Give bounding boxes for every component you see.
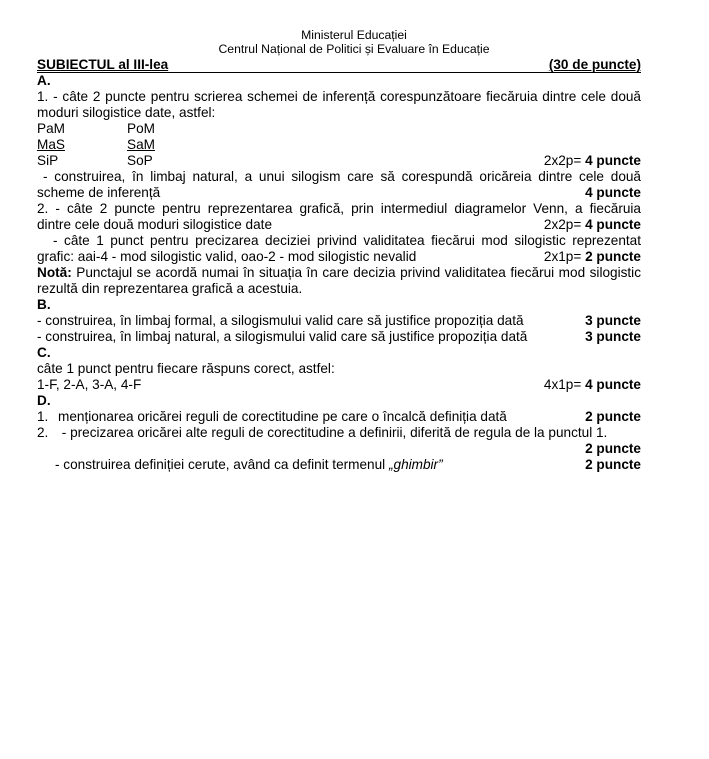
- d-line3-wrap: [55, 457, 443, 473]
- d-num2: 2.: [37, 425, 49, 440]
- document-page: [37, 28, 641, 473]
- a-note-line2: rezultă din reprezentarea grafică a acestuia.: [37, 281, 303, 296]
- c-answers-row: [37, 377, 641, 393]
- section-b-label: B.: [37, 297, 51, 312]
- a-note-label: Notă:: [37, 265, 72, 280]
- a-item1-line1: 1. - câte 2 puncte pentru scrierea schemei de inferență corespunzătoare fiecăruia dintre cele două: [37, 89, 641, 104]
- subject-heading: [37, 57, 641, 73]
- d-line1: menționarea oricărei reguli de corectitudine pe care o încalcă definiția dată: [58, 409, 507, 424]
- a-item1b-line2: scheme de inferență: [37, 185, 161, 200]
- scheme2-conclusion: SoP: [127, 153, 153, 168]
- b-score2: 3 puncte: [585, 329, 641, 344]
- d-line3-row: [37, 457, 641, 473]
- d-line2-row: [37, 425, 641, 441]
- a-item2b-score-value: 2 puncte: [585, 249, 641, 264]
- d-score2: 2 puncte: [585, 441, 641, 456]
- scheme2-major: PoM: [127, 121, 155, 136]
- d-line2: - precizarea oricărei alte reguli de corectitudine a definirii, diferită de regula de la punctul 1.: [58, 425, 608, 440]
- syllogism-schemes: [37, 121, 641, 169]
- a-item1b-score: 4 puncte: [585, 185, 641, 200]
- a-item2-row: [37, 217, 641, 233]
- a-item2-line2: dintre cele două moduri silogistice date: [37, 217, 273, 232]
- a-item2-score-value: 4 puncte: [585, 217, 641, 232]
- subject-title: SUBIECTUL al III-lea: [37, 57, 169, 72]
- d-line1-row: [37, 409, 641, 425]
- d-num1: 1.: [37, 409, 49, 424]
- b-line1-row: [37, 313, 641, 329]
- a-item1-score-value: 4 puncte: [585, 153, 641, 168]
- a-item2-line1: 2. - câte 2 puncte pentru reprezentarea grafică, prin intermediul diagramelor Venn, a fiecăruia: [37, 201, 641, 216]
- scheme2-minor: SaM: [127, 137, 155, 152]
- b-line2: - construirea, în limbaj natural, a silogismului valid care să justifice propoziția dată: [37, 329, 528, 344]
- c-score: [544, 377, 641, 393]
- c-line1: câte 1 punct pentru fiecare răspuns corect, astfel:: [37, 361, 335, 376]
- a-item2-score: [544, 217, 641, 233]
- a-item2b-row: [37, 249, 641, 265]
- a-item2b-score: [544, 249, 641, 265]
- header-ministry: Ministerul Educației: [301, 28, 407, 42]
- a-item1-score: [544, 153, 641, 169]
- a-item2-score-prefix: 2x2p=: [543, 217, 582, 232]
- d-score3: 2 puncte: [585, 457, 641, 472]
- scheme1-conclusion: SiP: [37, 153, 59, 168]
- section-d-label: D.: [37, 393, 51, 408]
- section-c-label: C.: [37, 345, 51, 360]
- scheme1-major: PaM: [37, 121, 65, 136]
- document-header: [37, 28, 641, 56]
- d-score1: 2 puncte: [585, 409, 641, 424]
- subject-points: (30 de puncte): [548, 57, 641, 72]
- d-line3-term: „ghimbir”: [388, 457, 443, 472]
- a-item1-score-prefix: 2x2p=: [543, 153, 582, 168]
- scheme1-minor: MaS: [37, 137, 65, 152]
- c-score-value: 4 puncte: [585, 377, 641, 392]
- c-answers: 1-F, 2-A, 3-A, 4-F: [37, 377, 142, 392]
- d-score2-row: [37, 441, 641, 457]
- a-item2b-line1: - câte 1 punct pentru precizarea deciziei privind validitatea fiecărui mod silogistic reprezentat: [53, 233, 641, 248]
- a-item2b-score-prefix: 2x1p=: [543, 249, 582, 264]
- a-note-line1: [37, 265, 641, 281]
- a-item1b-row: [37, 185, 641, 201]
- b-score1: 3 puncte: [585, 313, 641, 328]
- a-item1b-line1: - construirea, în limbaj natural, a unui silogism care să corespundă oricăreia dintre cele două: [43, 169, 641, 184]
- b-line1: - construirea, în limbaj formal, a silogismului valid care să justifice propoziția dată: [37, 313, 524, 328]
- d-line3-prefix: - construirea definiției cerute, având ca definit termenul: [55, 457, 389, 472]
- b-line2-row: [37, 329, 641, 345]
- header-center: Centrul Național de Politici și Evaluare în Educație: [218, 42, 490, 56]
- d-line1-wrap: [37, 409, 507, 425]
- a-item2b-line2: grafic: aai-4 - mod silogistic valid, oao-2 - mod silogistic nevalid: [37, 249, 417, 264]
- a-item1-line2: moduri silogistice date, astfel:: [37, 105, 216, 120]
- c-score-prefix: 4x1p=: [543, 377, 582, 392]
- section-a-label: A.: [37, 73, 51, 88]
- a-note-text1: Punctajul se acordă numai în situația în care decizia privind validitatea fiecărui mod silogistic: [71, 265, 641, 280]
